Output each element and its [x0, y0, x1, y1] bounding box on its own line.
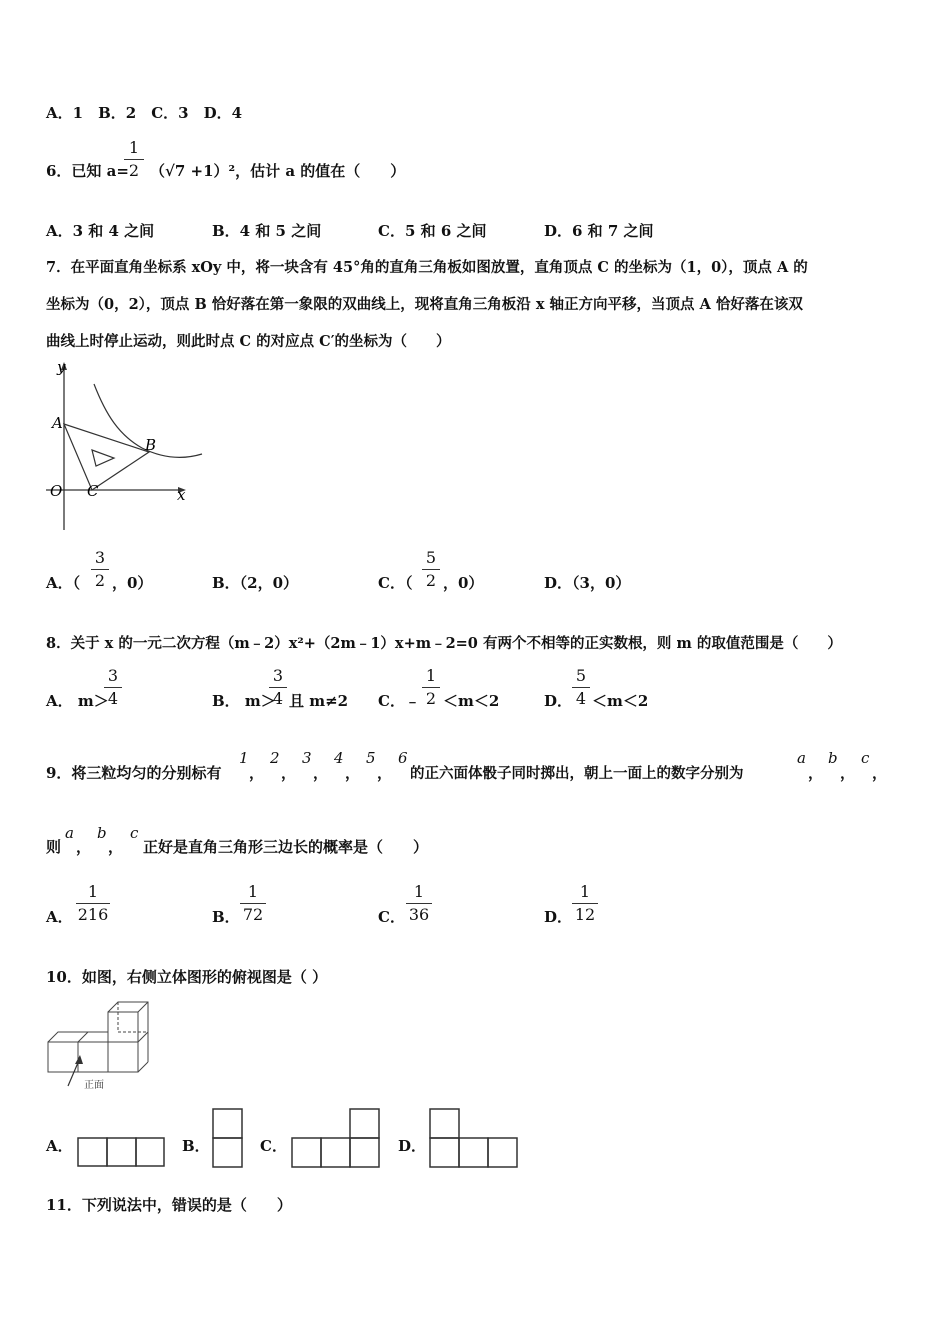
q9-b-num: 1: [247, 882, 259, 901]
q8-option-a-prefix: A． m＞: [46, 692, 109, 710]
q7-option-a-prefix: A．（: [46, 574, 81, 592]
q8-option-b-fraction: [269, 666, 287, 709]
q8-option-a-fraction: [104, 666, 122, 709]
q7-option-d: D．（3，0）: [544, 574, 631, 592]
q9-comma: ，: [313, 764, 329, 782]
q7-stem-line3: 曲线上时停止运动，则此时点 C 的对应点 C′的坐标为（ ）: [46, 333, 451, 350]
q8-option-d-prefix: D．: [544, 692, 573, 710]
bottom-row-top-edge: [48, 1032, 108, 1042]
q9-num-5: 5: [366, 749, 376, 767]
q8-c-den: 2: [425, 689, 437, 708]
q8-a-num: 3: [107, 666, 119, 685]
front-label: 正面: [84, 1080, 104, 1091]
q7-figure: [44, 360, 214, 535]
label-a: A: [52, 414, 63, 432]
q8-option-b-prefix: B． m＞: [212, 692, 276, 710]
q9-a-den: 216: [77, 905, 109, 924]
q9-option-c-label: C．: [378, 908, 405, 926]
q10-option-b-figure: [211, 1107, 245, 1169]
q9-comma: ，: [249, 764, 265, 782]
q9-line2-prefix: 则: [46, 838, 62, 856]
q10-option-a-figure: [76, 1136, 166, 1168]
q9-line2-var-a: a: [65, 824, 74, 842]
q7-option-b: B．（2，0）: [212, 574, 299, 592]
q9-var-b: b: [828, 749, 838, 767]
q8-option-b-suffix: 且 m≠2: [289, 692, 349, 710]
q9-c-num: 1: [413, 882, 425, 901]
label-o: O: [50, 482, 63, 500]
q10-option-a-label: A．: [46, 1137, 73, 1155]
q9-num-1: 1: [239, 749, 249, 767]
q7-a-num: 3: [94, 548, 106, 567]
q6-frac-den: 2: [128, 161, 140, 180]
q6-option-b: B．4 和 5 之间: [212, 222, 322, 240]
q9-prefix: 9．将三粒均匀的分别标有: [46, 764, 222, 782]
q9-comma: ，: [108, 838, 124, 856]
q8-b-den: 4: [272, 689, 284, 708]
q9-option-d-label: D．: [544, 908, 573, 926]
q9-num-4: 4: [334, 749, 344, 767]
q9-var-c: c: [861, 749, 870, 767]
q9-mid: 的正六面体骰子同时掷出，朝上一面上的数字分别为: [410, 765, 744, 782]
q9-a-num: 1: [87, 882, 99, 901]
q9-option-d-fraction: [572, 882, 598, 925]
cube-front-2: [78, 1042, 108, 1072]
q9-b-den: 72: [242, 905, 264, 924]
q9-comma: ，: [281, 764, 297, 782]
q10-option-d-figure: [427, 1107, 521, 1169]
set-square-inner: [92, 450, 114, 466]
q8-option-d-fraction: [572, 666, 590, 709]
q9-option-c-fraction: [406, 882, 432, 925]
q9-num-6: 6: [398, 749, 408, 767]
q9-comma: ，: [808, 764, 824, 782]
q9-line2-var-b: b: [97, 824, 107, 842]
q8-option-c-prefix: C．﹣: [378, 692, 420, 710]
q9-num-3: 3: [302, 749, 312, 767]
label-b: B: [145, 436, 157, 454]
label-c: C: [87, 482, 99, 500]
q7-option-a-suffix: ，0）: [112, 574, 153, 592]
q8-stem: 8．关于 x 的一元二次方程（m﹣2）x²+（2m﹣1）x+m﹣2=0 有两个不相等的正实数根，则 m 的取值范围是（ ）: [46, 635, 842, 652]
q6-fraction: [124, 138, 144, 181]
q9-option-a-label: A．: [46, 908, 73, 926]
q7-option-c-prefix: C．（: [378, 574, 413, 592]
q9-d-num: 1: [579, 882, 591, 901]
q9-var-a: a: [797, 749, 806, 767]
q10-option-c-figure: [289, 1107, 383, 1169]
q10-solid-figure: [44, 1000, 164, 1095]
q7-option-a-fraction: [91, 548, 109, 591]
q7-stem-line1: 7．在平面直角坐标系 xOy 中，将一块含有 45°角的直角三角板如图放置，直角顶点 C 的坐标为（1，0），顶点 A 的: [46, 259, 808, 276]
q8-option-d-suffix: ＜m＜2: [592, 692, 649, 710]
label-x: x: [177, 486, 186, 504]
q9-option-b-fraction: [240, 882, 266, 925]
cube-front-3: [108, 1042, 138, 1072]
q9-comma: ，: [377, 764, 393, 782]
q6-option-a: A．3 和 4 之间: [46, 222, 155, 240]
front-arrow-icon: [75, 1055, 83, 1064]
q9-d-den: 12: [574, 905, 596, 924]
q8-b-num: 3: [272, 666, 284, 685]
set-square-outer: [64, 424, 149, 490]
q9-line2-var-c: c: [130, 824, 139, 842]
q9-c-den: 36: [408, 905, 430, 924]
q7-stem-line2: 坐标为（0，2），顶点 B 恰好落在第一象限的双曲线上，现将直角三角板沿 x 轴正方向平移，当顶点 A 恰好落在该双: [46, 296, 803, 313]
q10-option-b-label: B．: [182, 1137, 210, 1155]
q8-option-c-fraction: [422, 666, 440, 709]
q8-option-c-suffix: ＜m＜2: [443, 692, 500, 710]
cube-top: [108, 1012, 138, 1042]
q6-prefix: 6．已知 a=: [46, 162, 129, 180]
q9-num-2: 2: [270, 749, 280, 767]
q6-option-c: C．5 和 6 之间: [378, 222, 487, 240]
q6-option-d: D．6 和 7 之间: [544, 222, 654, 240]
q7-a-den: 2: [94, 571, 106, 590]
q9-option-a-fraction: [76, 882, 110, 925]
q10-option-c-label: C．: [260, 1137, 287, 1155]
q6-frac-num: 1: [128, 138, 140, 157]
q7-option-c-suffix: ，0）: [443, 574, 484, 592]
q9-comma: ，: [76, 838, 92, 856]
q8-a-den: 4: [107, 689, 119, 708]
q9-comma: ，: [840, 764, 856, 782]
q8-c-num: 1: [425, 666, 437, 685]
cube-front-1: [48, 1042, 78, 1072]
q10-option-d-label: D．: [398, 1137, 427, 1155]
q7-c-den: 2: [425, 571, 437, 590]
q8-d-den: 4: [575, 689, 587, 708]
cube-top-edges: [108, 1002, 148, 1032]
q9-line2-suffix: 正好是直角三角形三边长的概率是（ ）: [143, 838, 429, 856]
q7-option-c-fraction: [422, 548, 440, 591]
q10-stem: 10．如图，右侧立体图形的俯视图是（ ）: [46, 968, 328, 986]
q9-comma: ，: [345, 764, 361, 782]
q9-option-b-label: B．: [212, 908, 240, 926]
q6-expression: （√7 +1）²，估计 a 的值在（ ）: [150, 162, 406, 180]
q5-options: A．1 B．2 C．3 D．4: [46, 104, 243, 122]
q8-d-num: 5: [575, 666, 587, 685]
q9-comma: ，: [872, 764, 888, 782]
q11-stem: 11．下列说法中，错误的是（ ）: [46, 1196, 292, 1214]
label-y: y: [57, 360, 66, 376]
q7-c-num: 5: [425, 548, 437, 567]
